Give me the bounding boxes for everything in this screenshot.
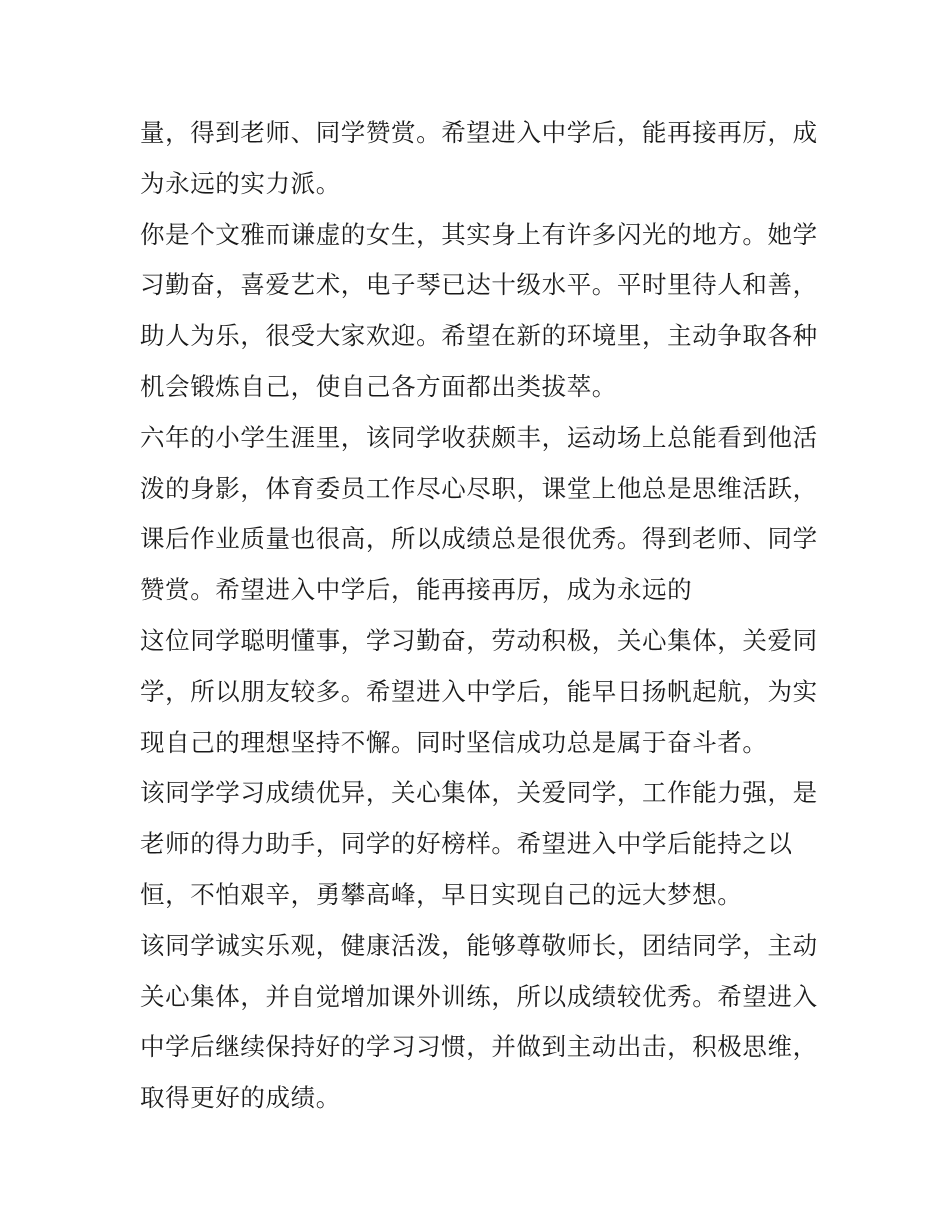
text-line: 恒，不怕艰辛，勇攀高峰，早日实现自己的远大梦想。 — [140, 879, 743, 909]
text-line: 现自己的理想坚持不懈。同时坚信成功总是属于奋斗者。 — [140, 727, 768, 757]
text-line: 该同学诚实乐观，健康活泼，能够尊敬师长，团结同学，主动 — [140, 930, 818, 960]
text-line: 老师的得力助手，同学的好榜样。希望进入中学后能持之以 — [140, 829, 793, 859]
text-line: 助人为乐，很受大家欢迎。希望在新的环境里，主动争取各种 — [140, 321, 818, 351]
text-line: 中学后继续保持好的学习习惯，并做到主动出击，积极思维， — [140, 1032, 818, 1062]
text-line: 你是个文雅而谦虚的女生，其实身上有许多闪光的地方。她学 — [140, 219, 818, 249]
text-line: 取得更好的成绩。 — [140, 1083, 341, 1113]
text-line: 课后作业质量也很高，所以成绩总是很优秀。得到老师、同学 — [140, 524, 818, 554]
text-line: 机会锻炼自己，使自己各方面都出类拔萃。 — [140, 371, 617, 401]
text-line: 六年的小学生涯里，该同学收获颇丰，运动场上总能看到他活 — [140, 422, 818, 452]
text-line: 泼的身影，体育委员工作尽心尽职，课堂上他总是思维活跃， — [140, 473, 818, 503]
text-line: 赞赏。希望进入中学后，能再接再厉，成为永远的 — [140, 575, 693, 605]
text-line: 为永远的实力派。 — [140, 168, 341, 198]
text-line: 习勤奋，喜爱艺术，电子琴已达十级水平。平时里待人和善， — [140, 270, 818, 300]
text-line: 量，得到老师、同学赞赏。希望进入中学后，能再接再厉，成 — [140, 118, 818, 147]
text-line: 这位同学聪明懂事，学习勤奋，劳动积极，关心集体，关爱同 — [140, 625, 818, 655]
text-line: 该同学学习成绩优异，关心集体，关爱同学，工作能力强，是 — [140, 778, 818, 808]
document-body — [140, 108, 818, 1124]
text-line: 关心集体，并自觉增加课外训练，所以成绩较优秀。希望进入 — [140, 981, 818, 1011]
text-line: 学，所以朋友较多。希望进入中学后，能早日扬帆起航，为实 — [140, 676, 818, 706]
